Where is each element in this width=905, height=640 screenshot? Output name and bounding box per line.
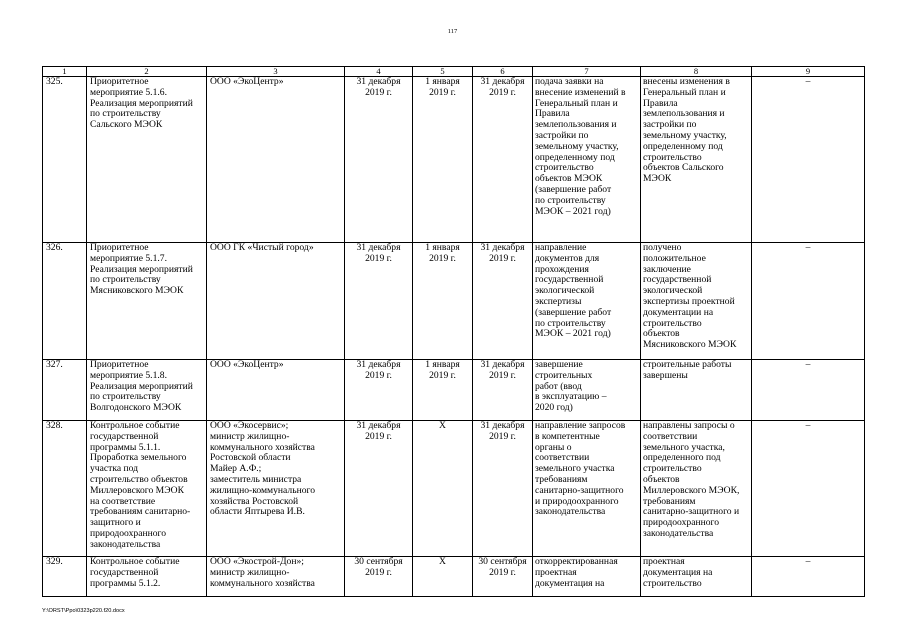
table-row xyxy=(43,557,865,597)
column-number: 2 xyxy=(87,67,207,77)
planned-date: 31 декабря 2019 г. xyxy=(345,77,413,243)
row-number: 326. xyxy=(43,243,87,360)
end-date: 31 декабря 2019 г. xyxy=(473,243,533,360)
responsible-party: ООО «Экосервис»; министр жилищно- коммунального хозяйства Ростовской области Майер А.Ф.; заместитель министра жилищно-коммунального хозяйства Ростовской области Яптырева И.В. xyxy=(207,421,345,557)
page-number: 117 xyxy=(447,28,458,35)
actual-result: направлены запросы о соответствии земельного участка, определенного под строительство объектов Миллеровского МЭОК, требованиям санитарно-защитного и природоохранного законодательства xyxy=(641,421,752,557)
expected-result: завершение строительных работ (ввод в эксплуатацию – 2020 год) xyxy=(533,360,641,421)
column-number-row xyxy=(43,67,865,77)
event-name: Приоритетное мероприятие 5.1.7. Реализация мероприятий по строительству Мясниковского МЭОК xyxy=(87,243,207,360)
table-row xyxy=(43,243,865,360)
table-row xyxy=(43,77,865,243)
note: – xyxy=(752,557,865,597)
event-name: Контрольное событие государственной программы 5.1.2. xyxy=(87,557,207,597)
actual-result: проектная документация на строительство xyxy=(641,557,752,597)
event-name: Приоритетное мероприятие 5.1.6. Реализация мероприятий по строительству Сальского МЭОК xyxy=(87,77,207,243)
note: – xyxy=(752,360,865,421)
column-number: 1 xyxy=(43,67,87,77)
column-number: 8 xyxy=(641,67,752,77)
start-date: 1 января 2019 г. xyxy=(413,77,473,243)
end-date: 31 декабря 2019 г. xyxy=(473,421,533,557)
row-number: 329. xyxy=(43,557,87,597)
actual-result: получено положительное заключение государственной экологической экспертизы проектной документации на строительство объектов Мясниковского МЭОК xyxy=(641,243,752,360)
event-name: Приоритетное мероприятие 5.1.8. Реализация мероприятий по строительству Волгодонского МЭОК xyxy=(87,360,207,421)
actual-result: внесены изменения в Генеральный план и Правила землепользования и застройки по земельному участку, определенному под строительство объектов Сальского МЭОК xyxy=(641,77,752,243)
column-number: 5 xyxy=(413,67,473,77)
end-date: 31 декабря 2019 г. xyxy=(473,77,533,243)
expected-result: направление документов для прохождения государственной экологической экспертизы (завершение работ по строительству МЭОК – 2021 год) xyxy=(533,243,641,360)
planned-date: 30 сентября 2019 г. xyxy=(345,557,413,597)
table-row xyxy=(43,360,865,421)
report-table xyxy=(42,66,865,597)
planned-date: 31 декабря 2019 г. xyxy=(345,360,413,421)
start-date: Х xyxy=(413,557,473,597)
column-number: 3 xyxy=(207,67,345,77)
column-number: 4 xyxy=(345,67,413,77)
start-date: Х xyxy=(413,421,473,557)
expected-result: откорректированная проектная документация на xyxy=(533,557,641,597)
responsible-party: ООО «Экострой-Дон»; министр жилищно- коммунального хозяйства xyxy=(207,557,345,597)
actual-result: строительные работы завершены xyxy=(641,360,752,421)
expected-result: направление запросов в компетентные органы о соответствии земельного участка требованиям санитарно-защитного и природоохранного законодательства xyxy=(533,421,641,557)
responsible-party: ООО ГК «Чистый город» xyxy=(207,243,345,360)
note: – xyxy=(752,77,865,243)
expected-result: подача заявки на внесение изменений в Генеральный план и Правила землепользования и застройки по земельному участку, определенному под строительство объектов МЭОК (завершение работ по строительству МЭОК – 2021 год) xyxy=(533,77,641,243)
column-number: 9 xyxy=(752,67,865,77)
row-number: 328. xyxy=(43,421,87,557)
end-date: 31 декабря 2019 г. xyxy=(473,360,533,421)
end-date: 30 сентября 2019 г. xyxy=(473,557,533,597)
table-row xyxy=(43,421,865,557)
column-number: 7 xyxy=(533,67,641,77)
file-path-footer: Y:\ORST\Ppo\0323p220.f20.docx xyxy=(42,608,125,614)
event-name: Контрольное событие государственной программы 5.1.1. Проработка земельного участка под строительство объектов Миллеровского МЭОК на соответствие требованиям санитарно- защитного и природоохранного законодательства xyxy=(87,421,207,557)
planned-date: 31 декабря 2019 г. xyxy=(345,243,413,360)
responsible-party: ООО «ЭкоЦентр» xyxy=(207,360,345,421)
start-date: 1 января 2019 г. xyxy=(413,243,473,360)
planned-date: 31 декабря 2019 г. xyxy=(345,421,413,557)
row-number: 327. xyxy=(43,360,87,421)
start-date: 1 января 2019 г. xyxy=(413,360,473,421)
note: – xyxy=(752,421,865,557)
column-number: 6 xyxy=(473,67,533,77)
responsible-party: ООО «ЭкоЦентр» xyxy=(207,77,345,243)
note: – xyxy=(752,243,865,360)
row-number: 325. xyxy=(43,77,87,243)
